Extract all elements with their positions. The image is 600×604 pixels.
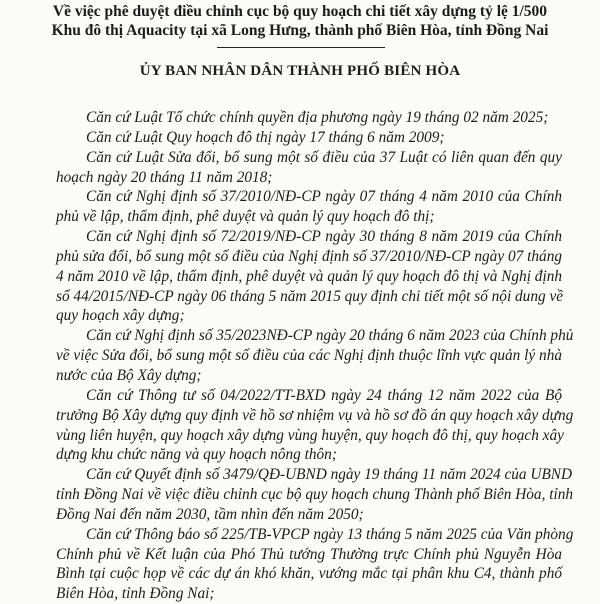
paragraph-line: Căn cứ Thông báo số 225/TB-VPCP ngày 13 tháng 5 năm 2025 của Văn phòng (86, 525, 574, 543)
paragraph-line: Căn cứ Nghị định số 72/2019/NĐ-CP ngày 30 tháng 8 năm 2019 của Chính (86, 228, 562, 246)
paragraph-line: phủ về lập, thẩm định, phê duyệt và quản lý quy hoạch đô thị; (56, 208, 435, 226)
paragraph-line: dựng khu chức năng và quy hoạch nông thôn; (56, 446, 337, 464)
issuing-authority-heading: ỦY BAN NHÂN DÂN THÀNH PHỐ BIÊN HÒA (139, 63, 461, 79)
paragraph-line: vùng liên huyện, quy hoạch xây dựng vùng huyện, quy hoạch đô thị, quy hoạch xây (56, 426, 564, 444)
paragraph-line: Căn cứ Luật Sửa đổi, bổ sung một số điều của 37 Luật có liên quan đến quy (86, 148, 562, 166)
legal-basis-section (56, 108, 574, 604)
document-title-line: Về việc phê duyệt điều chỉnh cục bộ quy hoạch chi tiết xây dựng tỷ lệ 1/500 (52, 3, 548, 20)
paragraph-line: nước của Bộ Xây dựng; (56, 366, 202, 384)
legal-basis-paragraph (56, 326, 574, 386)
legal-basis-paragraph (56, 525, 574, 604)
paragraph-line: Căn cứ Luật Quy hoạch đô thị ngày 17 tháng 6 năm 2009; (86, 128, 445, 146)
document-title-line: Khu đô thị Aquacity tại xã Long Hưng, thành phố Biên Hòa, tỉnh Đồng Nai (51, 22, 549, 39)
paragraph-line: 4 năm 2010 về lập, thẩm định, phê duyệt và quản lý quy hoạch đô thị và Nghị định (56, 267, 562, 285)
paragraph-line: Bình tại cuộc họp về các dự án khó khăn, vướng mắc tại phân khu C4, thành phố (56, 565, 562, 583)
paragraph-line: hoạch ngày 20 tháng 11 năm 2018; (56, 168, 273, 186)
legal-basis-paragraph (56, 465, 574, 525)
paragraph-line: tỉnh Đồng Nai về việc điều chỉnh cục bộ quy hoạch chung Thành phố Biên Hòa, tỉnh (56, 486, 574, 504)
title-divider (217, 47, 385, 48)
legal-basis-paragraph (56, 227, 562, 326)
paragraph-line: Căn cứ Quyết định số 3479/QĐ-UBND ngày 19 tháng 11 năm 2024 của UBND (86, 466, 573, 484)
paragraph-line: Chính phủ về Kết luận của Phó Thủ tướng Thường trực Chính phủ Nguyễn Hòa (56, 545, 562, 563)
legal-basis-paragraph (56, 148, 562, 188)
paragraph-line: trưởng Bộ Xây dựng quy định về hồ sơ nhiệm vụ và hồ sơ đồ án quy hoạch xây dựng (56, 406, 574, 424)
paragraph-line: số 44/2015/NĐ-CP ngày 06 tháng 5 năm 2015 quy định chi tiết một số nội dung về (56, 287, 564, 305)
legal-basis-paragraph (56, 386, 574, 465)
paragraph-line: Căn cứ Luật Tổ chức chính quyền địa phương ngày 19 tháng 02 năm 2025; (86, 109, 549, 126)
paragraph-line: Căn cứ Nghị định số 35/2023NĐ-CP ngày 20 tháng 6 năm 2023 của Chính phủ (86, 327, 574, 345)
legal-basis-paragraph (56, 108, 562, 128)
paragraph-line: Căn cứ Nghị định số 37/2010/NĐ-CP ngày 07 tháng 4 năm 2010 của Chính (86, 188, 562, 206)
paragraph-line: quy hoạch xây dựng; (56, 307, 185, 325)
paragraph-line: phủ sửa đổi, bổ sung một số điều của Nghị định số 37/2010/NĐ-CP ngày 07 tháng (56, 247, 562, 265)
legal-basis-paragraph (56, 128, 562, 148)
paragraph-line: về việc Sửa đổi, bổ sung một số điều của các Nghị định thuộc lĩnh vực quản lý nhà (56, 347, 562, 365)
paragraph-line: Căn cứ Thông tư số 04/2022/TT-BXD ngày 24 tháng 12 năm 2022 của Bộ (86, 386, 562, 404)
legal-basis-paragraph (56, 187, 562, 227)
paragraph-line: Đồng Nai đến năm 2030, tầm nhìn đến năm 2050; (56, 505, 364, 523)
paragraph-line: Biên Hòa, tỉnh Đồng Nai; (56, 585, 215, 603)
